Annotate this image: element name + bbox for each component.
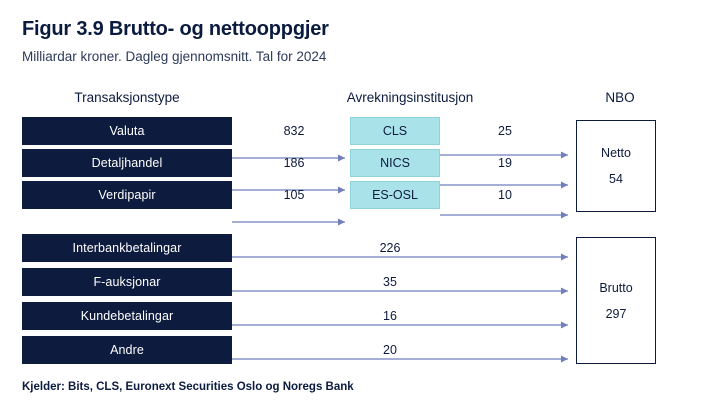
column-header-nbo: NBO [605, 90, 635, 105]
settlement-value: 54 [609, 172, 623, 186]
clearing-institution-label: NICS [380, 156, 410, 170]
clearing-institution-box [350, 149, 440, 177]
net-value: 25 [498, 124, 512, 138]
settlement-label: Brutto [599, 280, 633, 295]
transaction-type-label: Interbankbetalingar [72, 241, 182, 255]
settlement-label: Netto [601, 146, 631, 160]
source-note: Kjelder: Bits, CLS, Euronext Securities Oslo og Noregs Bank [22, 381, 354, 393]
column-header-transaction-type: Transaksjonstype [74, 90, 180, 105]
transaction-type-box [22, 336, 232, 364]
transaction-type-label: F-auksjonar [93, 275, 161, 289]
gross-value: 105 [283, 188, 305, 202]
transaction-type-box [22, 268, 232, 296]
settlement-value: 297 [605, 306, 627, 321]
gross-value: 16 [383, 309, 397, 323]
transaction-type-label: Andre [110, 343, 144, 357]
transaction-type-label: Detaljhandel [91, 156, 163, 170]
transaction-type-label: Kundebetalingar [80, 309, 174, 323]
clearing-institution-label: ES-OSL [372, 188, 418, 202]
transaction-type-box [22, 117, 232, 145]
transaction-type-box [22, 181, 232, 209]
settlement-box-brutto [576, 237, 656, 364]
transaction-type-box [22, 149, 232, 177]
page-subtitle: Milliardar kroner. Dagleg gjennomsnitt. Tal for 2024 [22, 49, 327, 64]
net-value: 19 [498, 156, 512, 170]
clearing-institution-box [350, 117, 440, 145]
settlement-box-netto [576, 120, 656, 212]
transaction-type-box [22, 302, 232, 330]
gross-value: 20 [383, 343, 397, 357]
transaction-type-box [22, 234, 232, 262]
gross-value: 226 [379, 241, 401, 255]
gross-value: 186 [283, 156, 305, 170]
clearing-institution-box [350, 181, 440, 209]
gross-value: 35 [383, 275, 397, 289]
clearing-institution-label: CLS [382, 124, 408, 138]
column-header-clearing-institution: Avrekningsinstitusjon [346, 90, 474, 105]
page-title: Figur 3.9 Brutto- og nettooppgjer [22, 18, 329, 40]
net-value: 10 [498, 188, 512, 202]
gross-value: 832 [283, 124, 305, 138]
transaction-type-label: Verdipapir [98, 188, 156, 202]
transaction-type-label: Valuta [109, 124, 145, 138]
